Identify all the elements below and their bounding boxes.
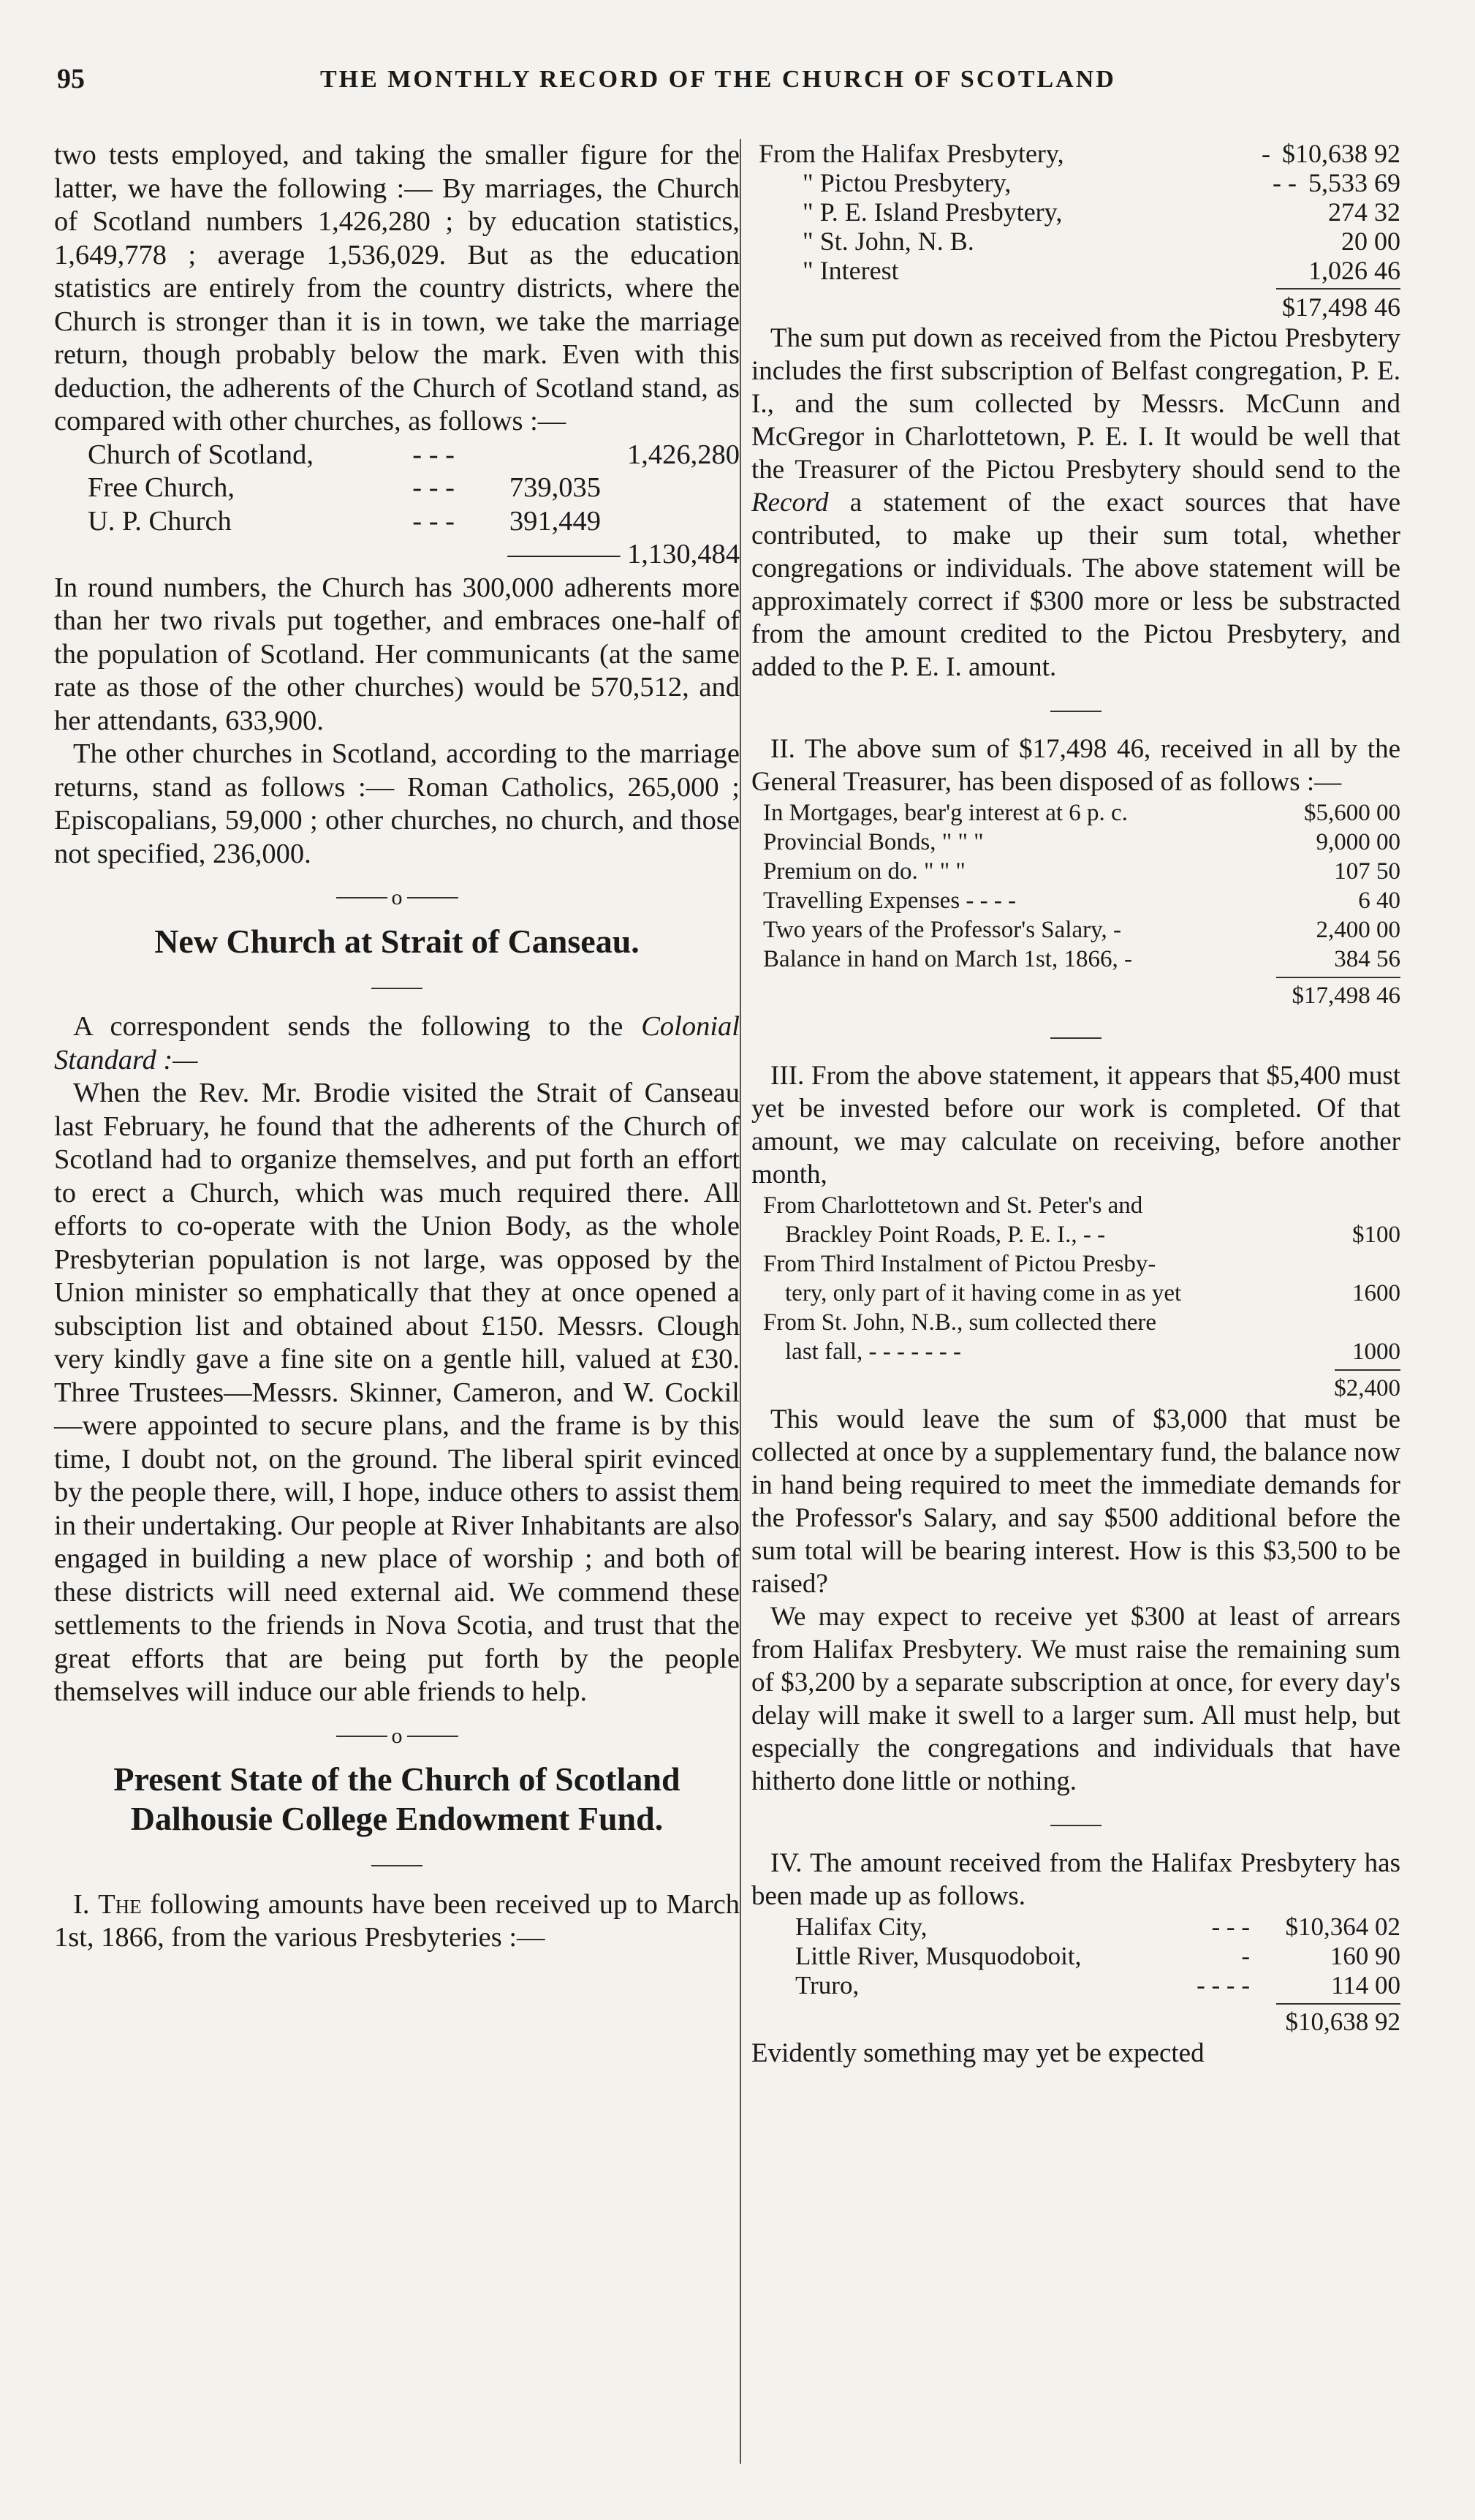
page-header xyxy=(57,63,1417,114)
table-row: Travelling Expenses - - - - 6 40 xyxy=(763,888,1400,914)
table-row: Two years of the Professor's Salary, - 2,400 00 xyxy=(763,917,1400,943)
table-total: ———— 1,130,484 xyxy=(507,539,740,570)
section-separator xyxy=(751,1806,1400,1839)
table-row: U. P. Church - - - 391,449 xyxy=(88,505,601,537)
paragraph: IV. The amount received from the Halifax Presbytery has been made up as follows. xyxy=(751,1848,1400,1911)
paragraph: This would leave the sum of $3,000 that must be collected at once by a supplementary fund, the balance now in hand being required to meet the immediate demands for the Professor's Salary, and say $500 additional before the sum total will be bearing interest. How is this $3,500 to be raised? xyxy=(751,1404,1400,1599)
page-number: 95 xyxy=(57,64,85,94)
sum-rule xyxy=(763,1366,1400,1374)
table-row: " Pictou Presbytery, - - 5,533 69 xyxy=(803,168,1400,197)
church-adherents-table xyxy=(54,439,740,572)
table-row: From St. John, N.B., sum collected there last fall, - - - - - - - 1000 xyxy=(763,1309,1400,1365)
section-separator xyxy=(751,692,1400,725)
heading-rule xyxy=(54,1847,740,1881)
paragraph: III. From the above statement, it appears that $5,400 must yet be invested before our work is completed. Of that amount, we may calculate on receiving, before another month, xyxy=(751,1061,1401,1189)
receipts-table xyxy=(751,139,1400,322)
table-row: Premium on do. " " " 107 50 xyxy=(763,858,1400,885)
paragraph: When the Rev. Mr. Brodie visited the Strait of Canseau last February, he found that the adherents of the Church of Scotland had to organize themselves, and put forth an effort to erect a Church, which was much required there. All efforts to co-operate with the Union Body, as the whole Presbyterian population is not large, was opposed by the Union minister so emphatically that they at once opened a subsciption list and obtained about £150. Messrs. Clough very kindly gave a fine site on a gentle hill, valued at £30. Three Trustees—Messrs. Skinner, Cameron, and W. Cockil—were appointed to secure plans, and the frame is by this time, I doubt not, on the ground. The liberal spirit evinced by the people there, will, I hope, induce others to assist them in their undertaking. Our people at River Inhabitants are also engaged in building a new place of worship ; and both of these districts will need external aid. We commend these settlements to the friends in Nova Scotia, and trust that the great efforts that are being put forth by the people themselves will induce our able friends to help. xyxy=(54,1078,740,1707)
table-row: In Mortgages, bear'g interest at 6 p. c. $5,600 00 xyxy=(763,800,1400,826)
table-row: " St. John, N. B. 20 00 xyxy=(803,227,1400,256)
running-title: THE MONTHLY RECORD OF THE CHURCH OF SCOTLAND xyxy=(320,66,1116,93)
disbursements-table xyxy=(751,798,1400,1010)
heading-rule xyxy=(54,970,740,1004)
table-row: From Third Instalment of Pictou Presby- tery, only part of it having come in as yet 1600 xyxy=(763,1251,1400,1306)
table-row: " P. E. Island Presbytery, 274 32 xyxy=(803,197,1400,227)
section-separator: o xyxy=(54,1718,740,1753)
section-heading: Present State of the Church of Scotland Dalhousie College Endowment Fund. xyxy=(113,1760,680,1837)
paragraph: The sum put down as received from the Pictou Presbytery includes the first subscription of Belfast congregation, P. E. I., and the sum collected by Messrs. McCunn and McGregor in Charlottetown, P. E. I. It would be well that the Treasurer of the Pictou Presbytery should send to the Record a statement of the exact sources that have contributed, to make up their sum total, whether congregations or individuals. The above statement will be approximately correct if $300 more or less be substracted from the amount credited to the Pictou Presbytery, and added to the P. E. I. amount. xyxy=(751,323,1400,682)
paragraph: Evidently something may yet be expected xyxy=(751,2038,1205,2068)
table-total: $10,638 92 xyxy=(1285,2008,1400,2036)
table-total: $2,400 xyxy=(1334,1375,1400,1401)
paragraph: II. The above sum of $17,498 46, received in all by the General Treasurer, has been disposed of as follows :— xyxy=(751,734,1400,797)
table-row: Little River, Musquodoboit, - 160 90 xyxy=(795,1942,1400,1970)
section-separator: o xyxy=(54,879,740,915)
paragraph: two tests employed, and taking the smaller figure for the latter, we have the following :— By marriages, the Church of Scotland numbers 1,426,280 ; by education statistics, 1,649,778 ; average 1,536,029. But as the education statistics are entirely from the country districts, where the Church is stronger than it is in town, we take the marriage return, though probably below the mark. Even with this deduction, the adherents of the Church of Scotland stand, as compared with other churches, as follows :— xyxy=(54,140,740,436)
table-total: $17,498 46 xyxy=(1292,983,1400,1009)
table-row: " Interest 1,026 46 xyxy=(803,256,1400,285)
paragraph: In round numbers, the Church has 300,000 adherents more than her two rivals put together, and embraces one-half of the population of Scotland. Her communicants (at the same rate as those of the other churches) would be 570,512, and her attendants, 633,900. xyxy=(54,572,740,736)
table-row: Truro, - - - - 114 00 xyxy=(795,1971,1400,1999)
right-column xyxy=(751,139,1400,2070)
paragraph: We may expect to receive yet $300 at least of arrears from Halifax Presbytery. We must raise the remaining sum of $3,200 by a separate subscription at once, for every day's delay will make it swell to a larger sum. All must help, but especially the congregations and individuals that have hitherto done little or nothing. xyxy=(751,1602,1400,1796)
column-divider xyxy=(740,139,741,2464)
sum-rule xyxy=(795,2000,1400,2008)
sum-rule xyxy=(763,974,1400,981)
left-column xyxy=(54,139,740,1955)
table-row: Church of Scotland, - - - 1,426,280 xyxy=(88,439,740,470)
table-row: Halifax City, - - - $10,364 02 xyxy=(795,1912,1400,1941)
expected-receipts-table xyxy=(751,1191,1400,1403)
paragraph: The other churches in Scotland, according to the marriage returns, stand as follows :— Roman Catholics, 265,000 ; Episcopalians, 59,000 ; other churches, no church, and those not specified, 236,000. xyxy=(54,738,740,869)
halifax-table xyxy=(751,1912,1400,2037)
table-total: $17,498 46 xyxy=(1282,292,1400,322)
table-row: Free Church, - - - 739,035 xyxy=(88,472,601,503)
paragraph: I. The following amounts have been received up to March 1st, 1866, from the various Presbyteries :— xyxy=(54,1888,740,1953)
table-row: Provincial Bonds, " " " 9,000 00 xyxy=(763,829,1400,855)
table-row: From Charlottetown and St. Peter's and Brackley Point Roads, P. E. I., - - $100 xyxy=(763,1192,1400,1248)
table-row: Balance in hand on March 1st, 1866, - 384 56 xyxy=(763,946,1400,972)
sum-rule xyxy=(759,285,1400,292)
table-row: From the Halifax Presbytery, - $10,638 92 xyxy=(759,139,1400,168)
section-separator xyxy=(751,1019,1400,1052)
paragraph: A correspondent sends the following to the Colonial Standard :— xyxy=(54,1011,740,1075)
section-heading: New Church at Strait of Canseau. xyxy=(154,922,640,960)
